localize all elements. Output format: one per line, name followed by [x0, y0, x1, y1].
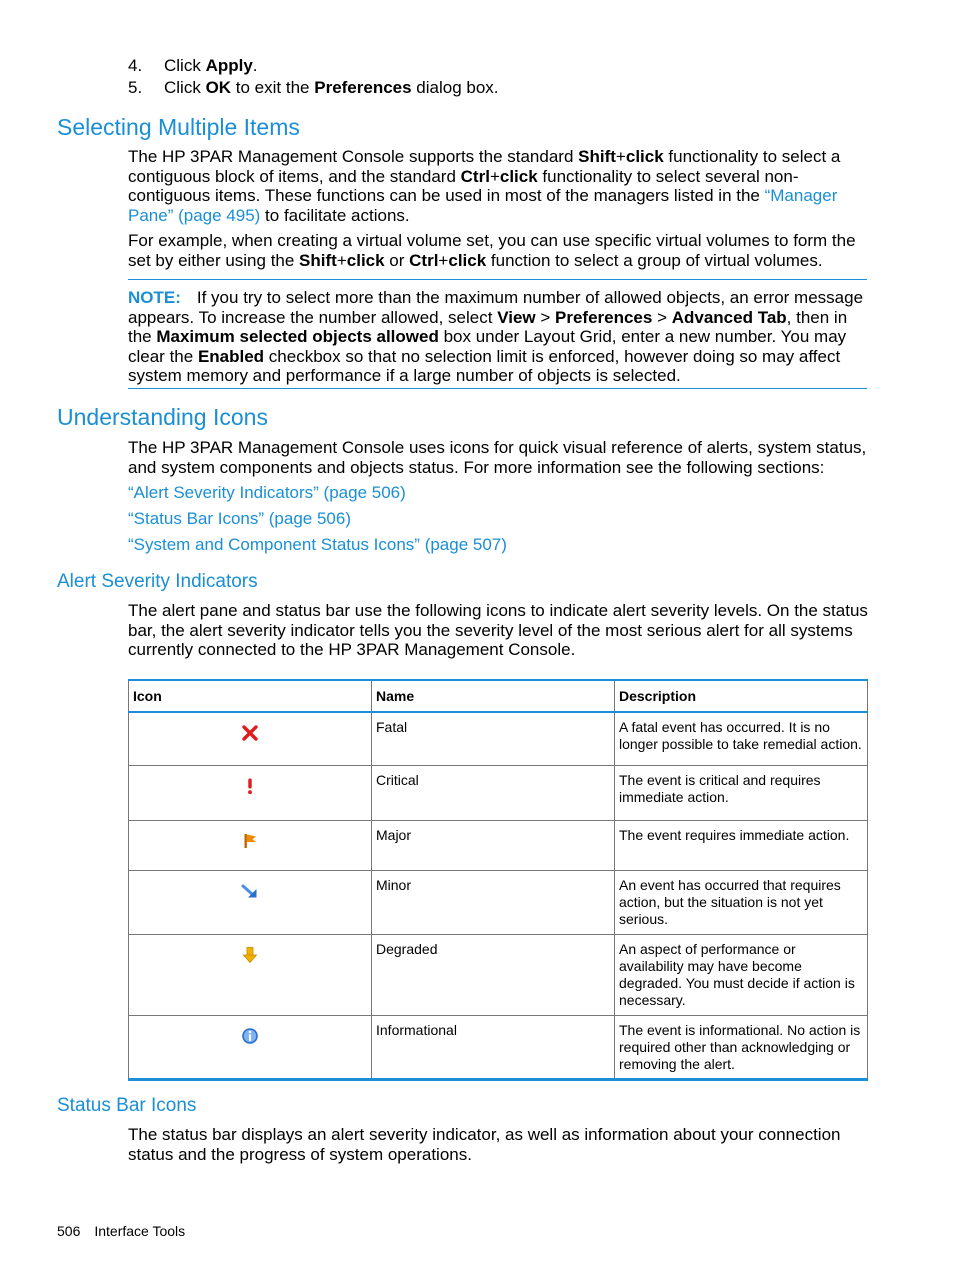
step-list — [128, 56, 868, 99]
major-flag-icon — [241, 832, 259, 850]
severity-name: Major — [372, 820, 615, 870]
step-item: 5. Click OK to exit the Preferences dialog box. — [128, 77, 499, 97]
header-name: Name — [372, 680, 615, 712]
manager-pane-link[interactable]: “Manager Pane” (page 495) — [128, 186, 838, 225]
degraded-down-arrow-icon — [241, 946, 259, 964]
paragraph-alert-intro: The alert pane and status bar use the following icons to indicate alert severity levels. On the status bar, the alert severity indicator tells you the severity level of the most serious alert for all systems currently connected to the HP 3PAR Management Console. — [128, 601, 868, 659]
status-bar-icons-link[interactable]: “Status Bar Icons” (page 506) — [128, 509, 352, 528]
severity-description: The event requires immediate action. — [615, 820, 868, 870]
table-row — [129, 934, 868, 1015]
alert-severity-link[interactable]: “Alert Severity Indicators” (page 506) — [128, 483, 406, 502]
note-box: NOTE: If you try to select more than the maximum number of allowed objects, an error message appears. To increase the number allowed, select View > Preferences > Advanced Tab, then in the Maximum selected objects allowed box under Layout Grid, enter a new number. You may clear the Enabled checkbox so that no selection limit is enforced, however doing so may affect system memory and performance if a large number of objects is selected. — [128, 279, 867, 389]
minor-arrow-icon — [241, 882, 259, 900]
severity-description: The event is informational. No action is required other than acknowledging or removing the alert. — [615, 1015, 868, 1079]
severity-description: A fatal event has occurred. It is no longer possible to take remedial action. — [615, 712, 868, 765]
header-icon: Icon — [129, 680, 372, 712]
table-header-row — [129, 680, 868, 712]
paragraph-selecting-1: The HP 3PAR Management Console supports the standard Shift+click functionality to select a contiguous block of items, and the standard Ctrl+click functionality to select several non-contiguous items. These functions can be used in most of the managers listed in the “Manager Pane” (page 495) to facilitate actions. — [128, 147, 841, 225]
note-label: NOTE: — [128, 288, 181, 307]
header-description: Description — [615, 680, 868, 712]
chapter-title: Interface Tools — [94, 1223, 186, 1239]
page-footer — [57, 1222, 185, 1240]
subsection-title-status-bar: Status Bar Icons — [57, 1095, 197, 1116]
section-title-understanding-icons: Understanding Icons — [57, 404, 268, 430]
severity-description: The event is critical and requires immediate action. — [615, 765, 868, 820]
severity-description: An event has occurred that requires action, but the situation is not yet serious. — [615, 870, 868, 934]
paragraph-icons-intro: The HP 3PAR Management Console uses icons for quick visual reference of alerts, system status, and system components and objects status. For more information see the following sections: — [128, 438, 867, 477]
section-title-selecting: Selecting Multiple Items — [57, 114, 300, 140]
subsection-title-alert-severity: Alert Severity Indicators — [57, 571, 258, 592]
table-row — [129, 870, 868, 934]
section-link-list — [128, 483, 868, 561]
table-row — [129, 712, 868, 765]
severity-name: Critical — [372, 765, 615, 820]
severity-name: Minor — [372, 870, 615, 934]
table-row — [129, 765, 868, 820]
component-status-icons-link[interactable]: “System and Component Status Icons” (page 507) — [128, 535, 507, 554]
table-row — [129, 820, 868, 870]
fatal-x-icon — [241, 724, 259, 742]
table-row — [129, 1015, 868, 1079]
severity-name: Informational — [372, 1015, 615, 1079]
severity-description: An aspect of performance or availability may have become degraded. You must decide if action is necessary. — [615, 934, 868, 1015]
severity-name: Degraded — [372, 934, 615, 1015]
info-icon — [241, 1027, 259, 1045]
alert-severity-table — [128, 679, 868, 1081]
critical-exclamation-icon — [241, 777, 259, 795]
step-item: 4. Click Apply. — [128, 56, 258, 75]
paragraph-status-bar-intro: The status bar displays an alert severity indicator, as well as information about your connection status and the progress of system operations. — [128, 1125, 841, 1164]
severity-name: Fatal — [372, 712, 615, 765]
page-number: 506 — [57, 1223, 81, 1239]
paragraph-selecting-2: For example, when creating a virtual volume set, you can use specific virtual volumes to form the set by either using the Shift+click or Ctrl+click function to select a group of virtual volumes. — [128, 231, 856, 270]
